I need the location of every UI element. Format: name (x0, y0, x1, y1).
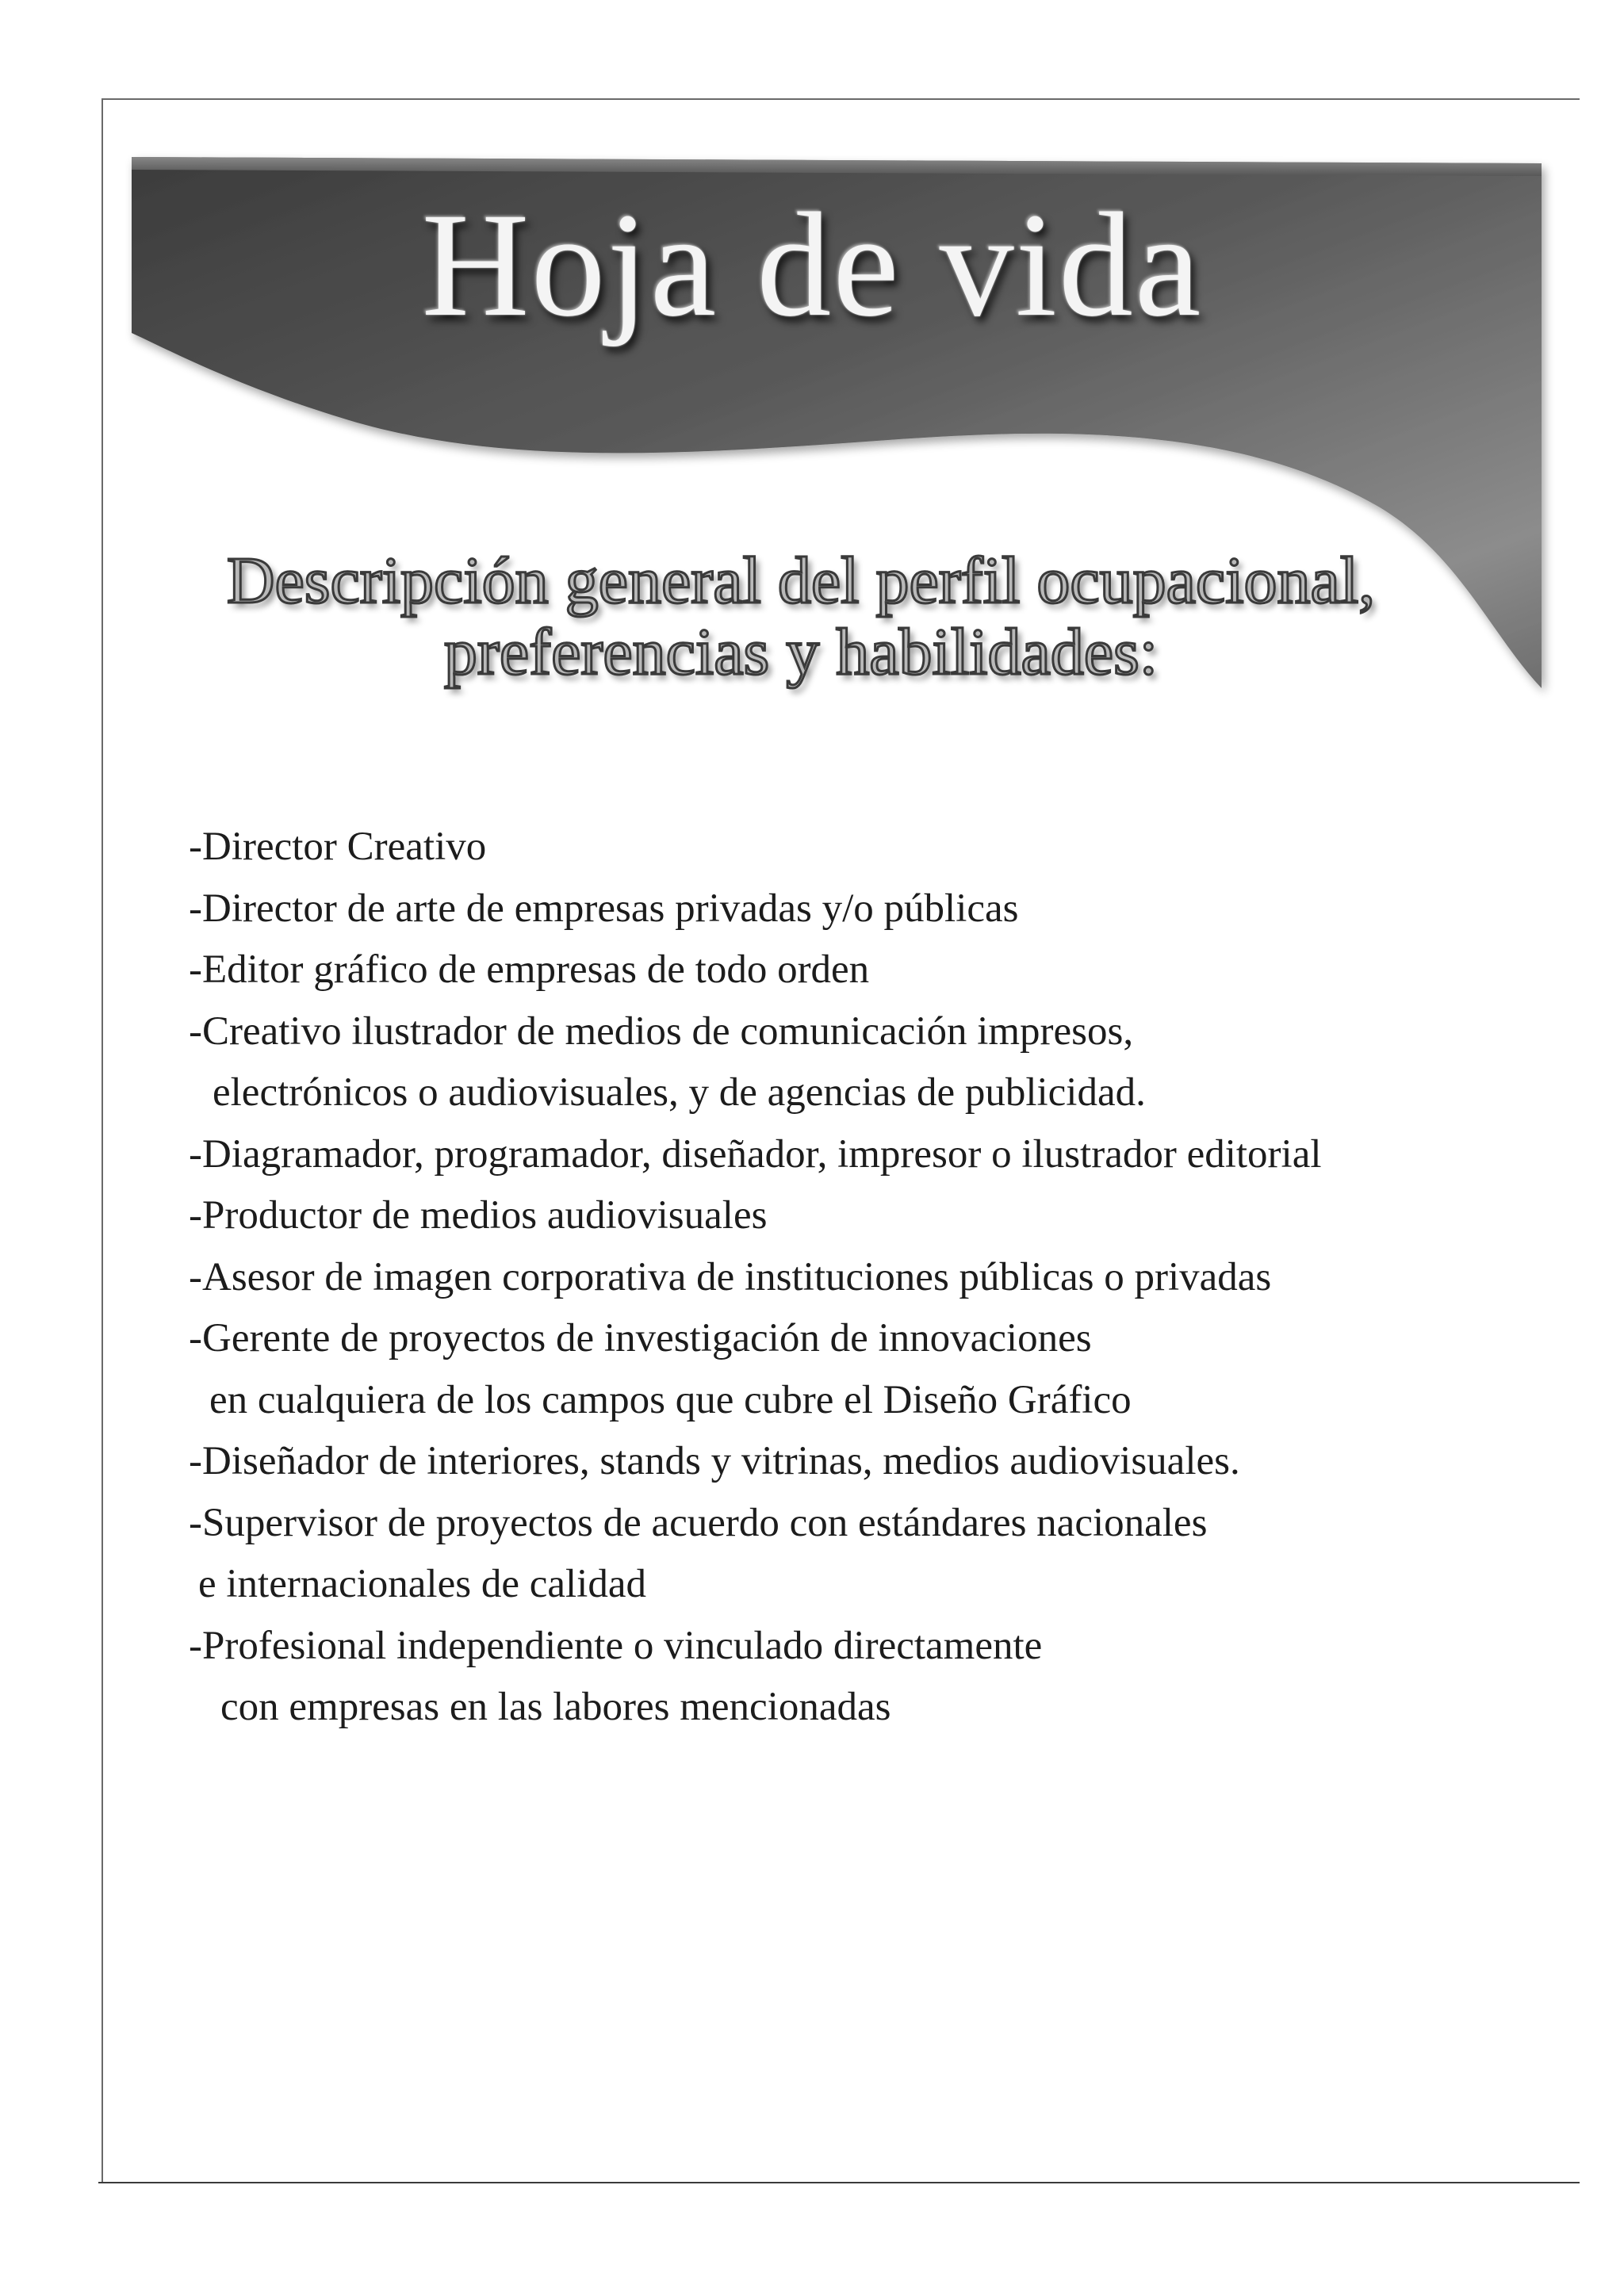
list-item: -Director de arte de empresas privadas y/o públicas (189, 886, 1019, 931)
list-item-continuation: e internacionales de calidad (198, 1562, 646, 1606)
page-title: Hoja de vida (421, 182, 1203, 347)
list-item: -Director Creativo (189, 825, 487, 869)
list-item: -Supervisor de proyectos de acuerdo con estándares nacionales (189, 1500, 1208, 1545)
list-item-continuation: en cualquiera de los campos que cubre el Diseño Gráfico (209, 1377, 1132, 1422)
list-item: -Editor gráfico de empresas de todo orden (189, 947, 870, 992)
list-item-continuation: electrónicos o audiovisuales, y de agencias de publicidad. (213, 1070, 1146, 1115)
list-item: -Diagramador, programador, diseñador, impresor o ilustrador editorial (189, 1131, 1322, 1177)
list-item: -Diseñador de interiores, stands y vitrinas, medios audiovisuales. (189, 1439, 1240, 1483)
list-item-continuation: con empresas en las labores mencionadas (220, 1685, 891, 1729)
list-item: -Gerente de proyectos de investigación de innovaciones (189, 1316, 1092, 1360)
bottom-border-line (98, 2182, 1580, 2183)
subtitle-line-2: preferencias y habilidades: (443, 615, 1159, 689)
list-item: -Productor de medios audiovisuales (189, 1193, 768, 1238)
list-item: -Profesional independiente o vinculado directamente (189, 1623, 1043, 1668)
profile-list (189, 817, 1584, 1739)
list-item: -Asesor de imagen corporativa de instituciones públicas o privadas (189, 1254, 1272, 1299)
section-subtitle (167, 545, 1435, 688)
subtitle-line-1: Descripción general del perfil ocupacional, (226, 544, 1376, 618)
list-item: -Creativo ilustrador de medios de comunicación impresos, (189, 1008, 1134, 1054)
